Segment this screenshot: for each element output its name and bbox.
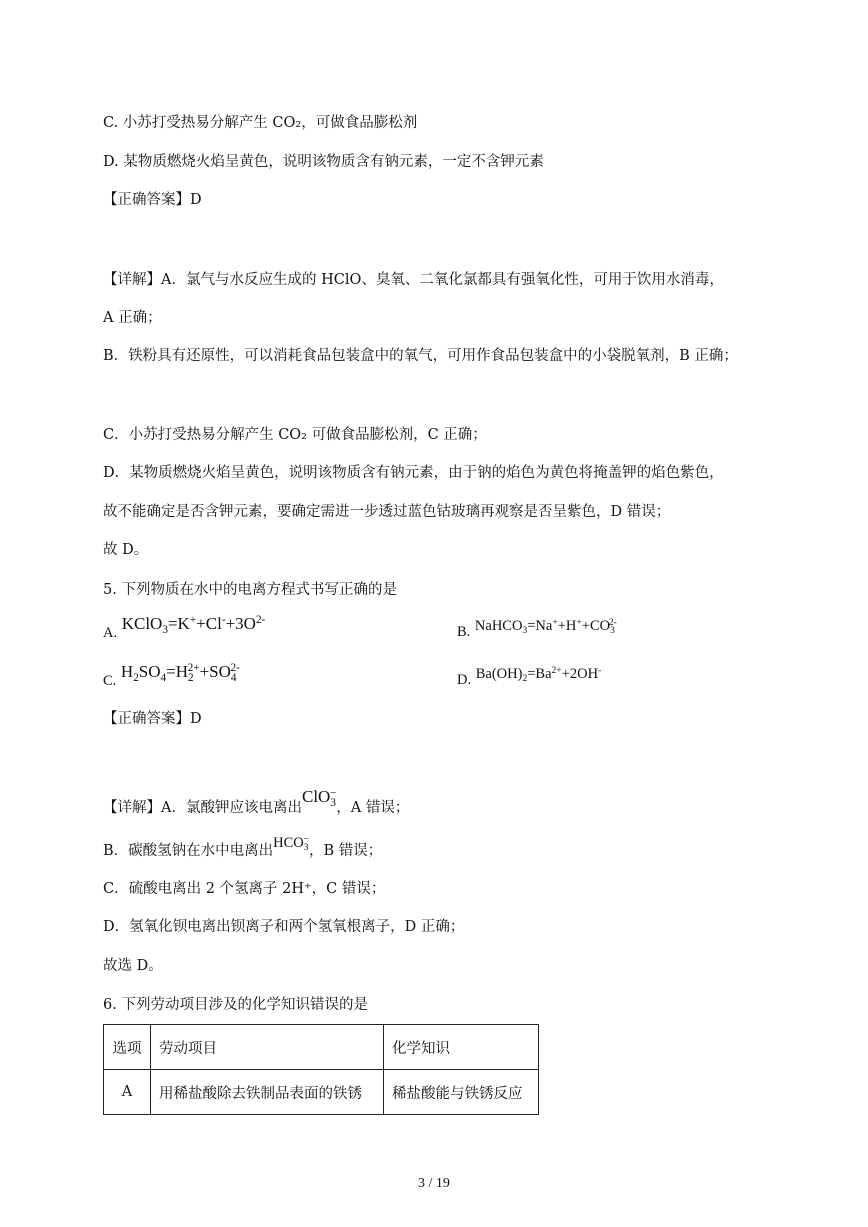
option-label: C.	[103, 673, 117, 689]
question-6: 6. 下列劳动项目涉及的化学知识错误的是	[103, 997, 368, 1013]
detail-q5-b-pre: B．碳酸氢钠在水中电离出	[103, 843, 274, 859]
q5-option-c	[103, 661, 240, 691]
option-label: B.	[457, 624, 471, 640]
detail-q4-c: C．小苏打受热易分解产生 CO₂ 可做食品膨松剂，C 正确；	[103, 427, 487, 443]
page-number: 3 / 19	[418, 1176, 450, 1191]
table-cell: 用稀盐酸除去铁制品表面的铁锈	[151, 1070, 384, 1115]
detail-q5-c: C．硫酸电离出 2 个氢离子 2H⁺，C 错误；	[103, 881, 386, 897]
conclusion-q5: 故选 D。	[103, 958, 163, 974]
detail-q5-a	[103, 786, 410, 818]
detail-q5-a-pre: 【详解】A．氯酸钾应该电离出	[103, 800, 302, 816]
detail-q4-b: B．铁粉具有还原性，可以消耗食品包装盒中的氧气，可用作食品包装盒中的小袋脱氧剂，B 正确；	[103, 348, 738, 364]
detail-q5-a-post: ，A 错误；	[336, 800, 410, 816]
table-row	[104, 1070, 539, 1115]
question-5: 5. 下列物质在水中的电离方程式书写正确的是	[103, 582, 397, 598]
q5-option-d	[457, 664, 602, 690]
detail-q5-b	[103, 833, 383, 861]
table-header-cell: 选项	[104, 1025, 151, 1070]
formula-image: $NaHCO_3=Na^++H^++CO_3^{2-}$	[474, 616, 617, 637]
option-d-text: D. 某物质燃烧火焰呈黄色，说明该物质含有钠元素，一定不含钾元素	[103, 154, 544, 170]
q5-option-b	[457, 616, 617, 642]
table-cell: A	[104, 1070, 151, 1115]
q6-table	[103, 1024, 539, 1115]
detail-q4-a-line2: A 正确；	[103, 310, 162, 326]
answer-q5: 【正确答案】D	[103, 711, 202, 727]
table-cell: 稀盐酸能与铁锈反应	[384, 1070, 539, 1115]
table-header-row	[104, 1025, 539, 1070]
formula-image: $KClO_3=K^++Cl^-+3O^{2-}$	[121, 613, 266, 636]
conclusion-q4: 故 D。	[103, 542, 149, 558]
detail-q4-a-line1: 【详解】A．氯气与水反应生成的 HClO、臭氧、二氧化氯都具有强氧化性，可用于饮用水消毒，	[103, 272, 724, 288]
formula-image: $Ba(OH)_2=Ba^{2+}+2OH^-$	[475, 664, 602, 685]
detail-q4-d-line2: 故不能确定是否含钾元素，要确定需进一步透过蓝色钴玻璃再观察是否呈紫色，D 错误；	[103, 504, 671, 520]
option-c-text: C. 小苏打受热易分解产生 CO₂，可做食品膨松剂	[103, 115, 418, 131]
option-label: D.	[457, 672, 472, 688]
table-header-cell: 劳动项目	[151, 1025, 384, 1070]
formula-image: $HCO_3^-$	[273, 833, 309, 854]
detail-q4-d-line1: D．某物质燃烧火焰呈黄色，说明该物质含有钠元素，由于钠的焰色为黄色将掩盖钾的焰色紫色，	[103, 465, 724, 481]
formula-image: $H_2SO_4=H_2^{2+}+SO_4^{2-}$	[120, 661, 240, 684]
q5-option-a	[103, 613, 266, 643]
option-label: A.	[103, 625, 118, 641]
table-header-cell: 化学知识	[384, 1025, 539, 1070]
formula-image: ClO$_3$−	[301, 786, 337, 809]
detail-q5-b-post: ，B 错误；	[308, 843, 383, 859]
detail-q5-d: D．氢氧化钡电离出钡离子和两个氢氧根离子，D 正确；	[103, 919, 465, 935]
answer-q4: 【正确答案】D	[103, 192, 202, 208]
